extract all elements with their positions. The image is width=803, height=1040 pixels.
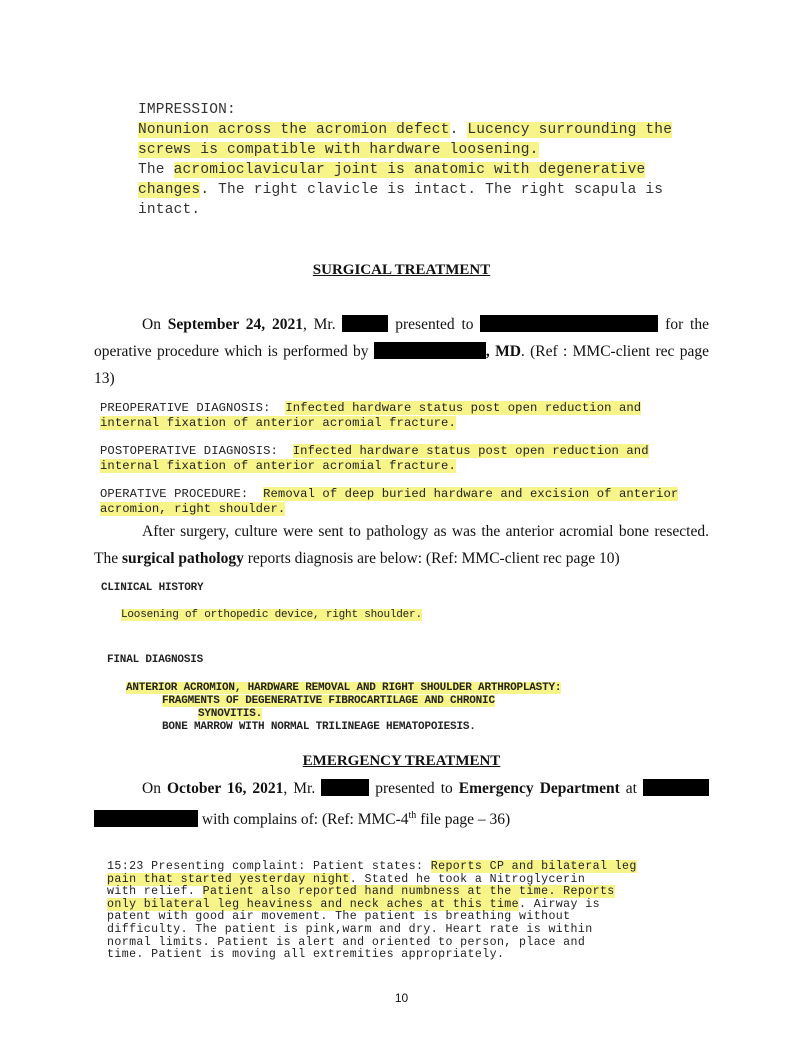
final-dx-line: SYNOVITIS. [198,708,263,720]
postop-label: POSTOPERATIVE DIAGNOSIS: [100,444,278,458]
md-suffix: , MD [485,343,521,360]
operative-report-excerpt [100,401,678,517]
ordinal-suffix: th [408,810,417,821]
er-note-line-segment: 15:23 Presenting complaint: Patient states: [107,860,431,873]
impression-lines [138,120,672,220]
clinical-history-value: Loosening of orthopedic device, right shoulder. [121,609,422,621]
clinical-history-label: CLINICAL HISTORY [101,582,204,594]
text-span: with complains of: (Ref: MMC-4 [198,811,409,829]
final-dx-line: FRAGMENTS OF DEGENERATIVE FIBROCARTILAGE AND CHRONIC [162,695,495,707]
er-note-line-segment: pain that started yesterday night [107,872,350,886]
text-span: reports diagnosis are below: (Ref: MMC-client rec page 10) [243,550,620,567]
impression-line [138,140,672,160]
text-span: , Mr. [283,780,322,797]
er-note-lines [107,861,637,962]
impression-line-segment: The [138,162,174,178]
impression-line [138,120,672,140]
text-span: . (Ref : MMC-client rec page 13) [94,343,709,387]
er-note-line [107,949,637,962]
impression-heading: IMPRESSION: [138,102,236,118]
text-span: presented to [369,780,459,797]
clinical-history-text [121,609,422,621]
impression-line-segment: . The right clavicle is intact. The right scapula is [200,182,664,198]
text-span: After surgery, culture were sent to pathology as was the anterior acromial bone resected. The [94,523,709,567]
final-diagnosis-label: FINAL DIAGNOSIS [107,654,204,666]
text-span: presented to [388,316,481,333]
er-note-line-segment: difficulty. The patient is pink,warm and dry. Heart rate is within [107,922,593,936]
impression-line-segment: . [449,122,468,138]
er-note-line-segment: with relief. [107,885,203,899]
redaction-surgeon [374,342,486,359]
er-note-line-segment: . Stated he took a Nitroglycerin [349,872,586,886]
surgical-treatment-heading: SURGICAL TREATMENT [312,262,491,278]
impression-line-segment: screws is compatible with hardware loosening. [138,142,539,158]
surgery-date: September 24, 2021 [167,316,303,333]
er-note-line-segment: normal limits. Patient is alert and oriented to person, place and [107,935,586,949]
er-note-excerpt [107,861,637,962]
emergency-dept: Emergency Department [458,780,620,797]
impression-line [138,200,672,220]
preop-text: Infected hardware status post open reduction and [285,401,642,415]
emergency-paragraph [94,775,709,833]
impression-line-segment: acromioclavicular joint is anatomic with degenerative [173,162,646,178]
er-note-line-segment: Reports CP and bilateral leg [430,860,637,873]
er-note-line-segment: Patient also reported hand numbness at the time. Reports [202,885,615,899]
text-span: for the operative procedure which is performed by [94,316,709,360]
surgical-pathology-term: surgical pathology [121,550,244,567]
redaction-patient-name [342,315,388,332]
text-span: On [142,316,168,333]
impression-line [138,180,672,200]
redaction-hospital-cont [94,810,198,827]
impression-line-segment: Nonunion across the acromion defect [138,122,450,138]
impression-line [138,160,672,180]
pathology-paragraph [94,518,709,572]
text-span: at [619,780,644,797]
er-note-line-segment: time. Patient is moving all extremities appropriately. [107,948,505,962]
redaction-hospital [643,779,709,796]
procedure-label: OPERATIVE PROCEDURE: [100,487,249,501]
impression-line-segment: changes [138,182,201,198]
preop-text: internal fixation of anterior acromial fracture. [100,416,456,430]
procedure-text: Removal of deep buried hardware and excision of anterior [263,487,679,501]
final-dx-line: ANTERIOR ACROMION, HARDWARE REMOVAL AND RIGHT SHOULDER ARTHROPLASTY: [126,682,562,694]
final-dx-line: BONE MARROW WITH NORMAL TRILINEAGE HEMATOPOIESIS. [162,721,476,733]
text-span: On [142,780,167,797]
er-note-line-segment: patent with good air movement. The patient is breathing without [107,910,571,924]
emergency-treatment-heading: EMERGENCY TREATMENT [302,753,501,769]
er-note-line-segment: only bilateral leg heaviness and neck aches at this time [107,897,520,911]
text-span: , Mr. [302,316,343,333]
final-diagnosis-text [126,682,561,734]
redaction-patient-name [321,779,369,796]
er-note-line-segment: . Airway is [519,897,600,911]
procedure-text: acromion, right shoulder. [100,502,286,516]
emergency-date: October 16, 2021 [166,780,284,797]
redaction-facility [480,315,658,332]
impression-line-segment: intact. [138,202,201,218]
text-span: file page – 36) [416,811,511,829]
impression-line-segment: Lucency surrounding the [467,122,673,138]
postop-text: Infected hardware status post open reduction and [292,444,649,458]
postop-text: internal fixation of anterior acromial fracture. [100,459,456,473]
page-number: 10 [394,991,409,1005]
preop-label: PREOPERATIVE DIAGNOSIS: [100,401,271,415]
surgical-paragraph [94,311,709,392]
impression-excerpt [138,100,672,220]
